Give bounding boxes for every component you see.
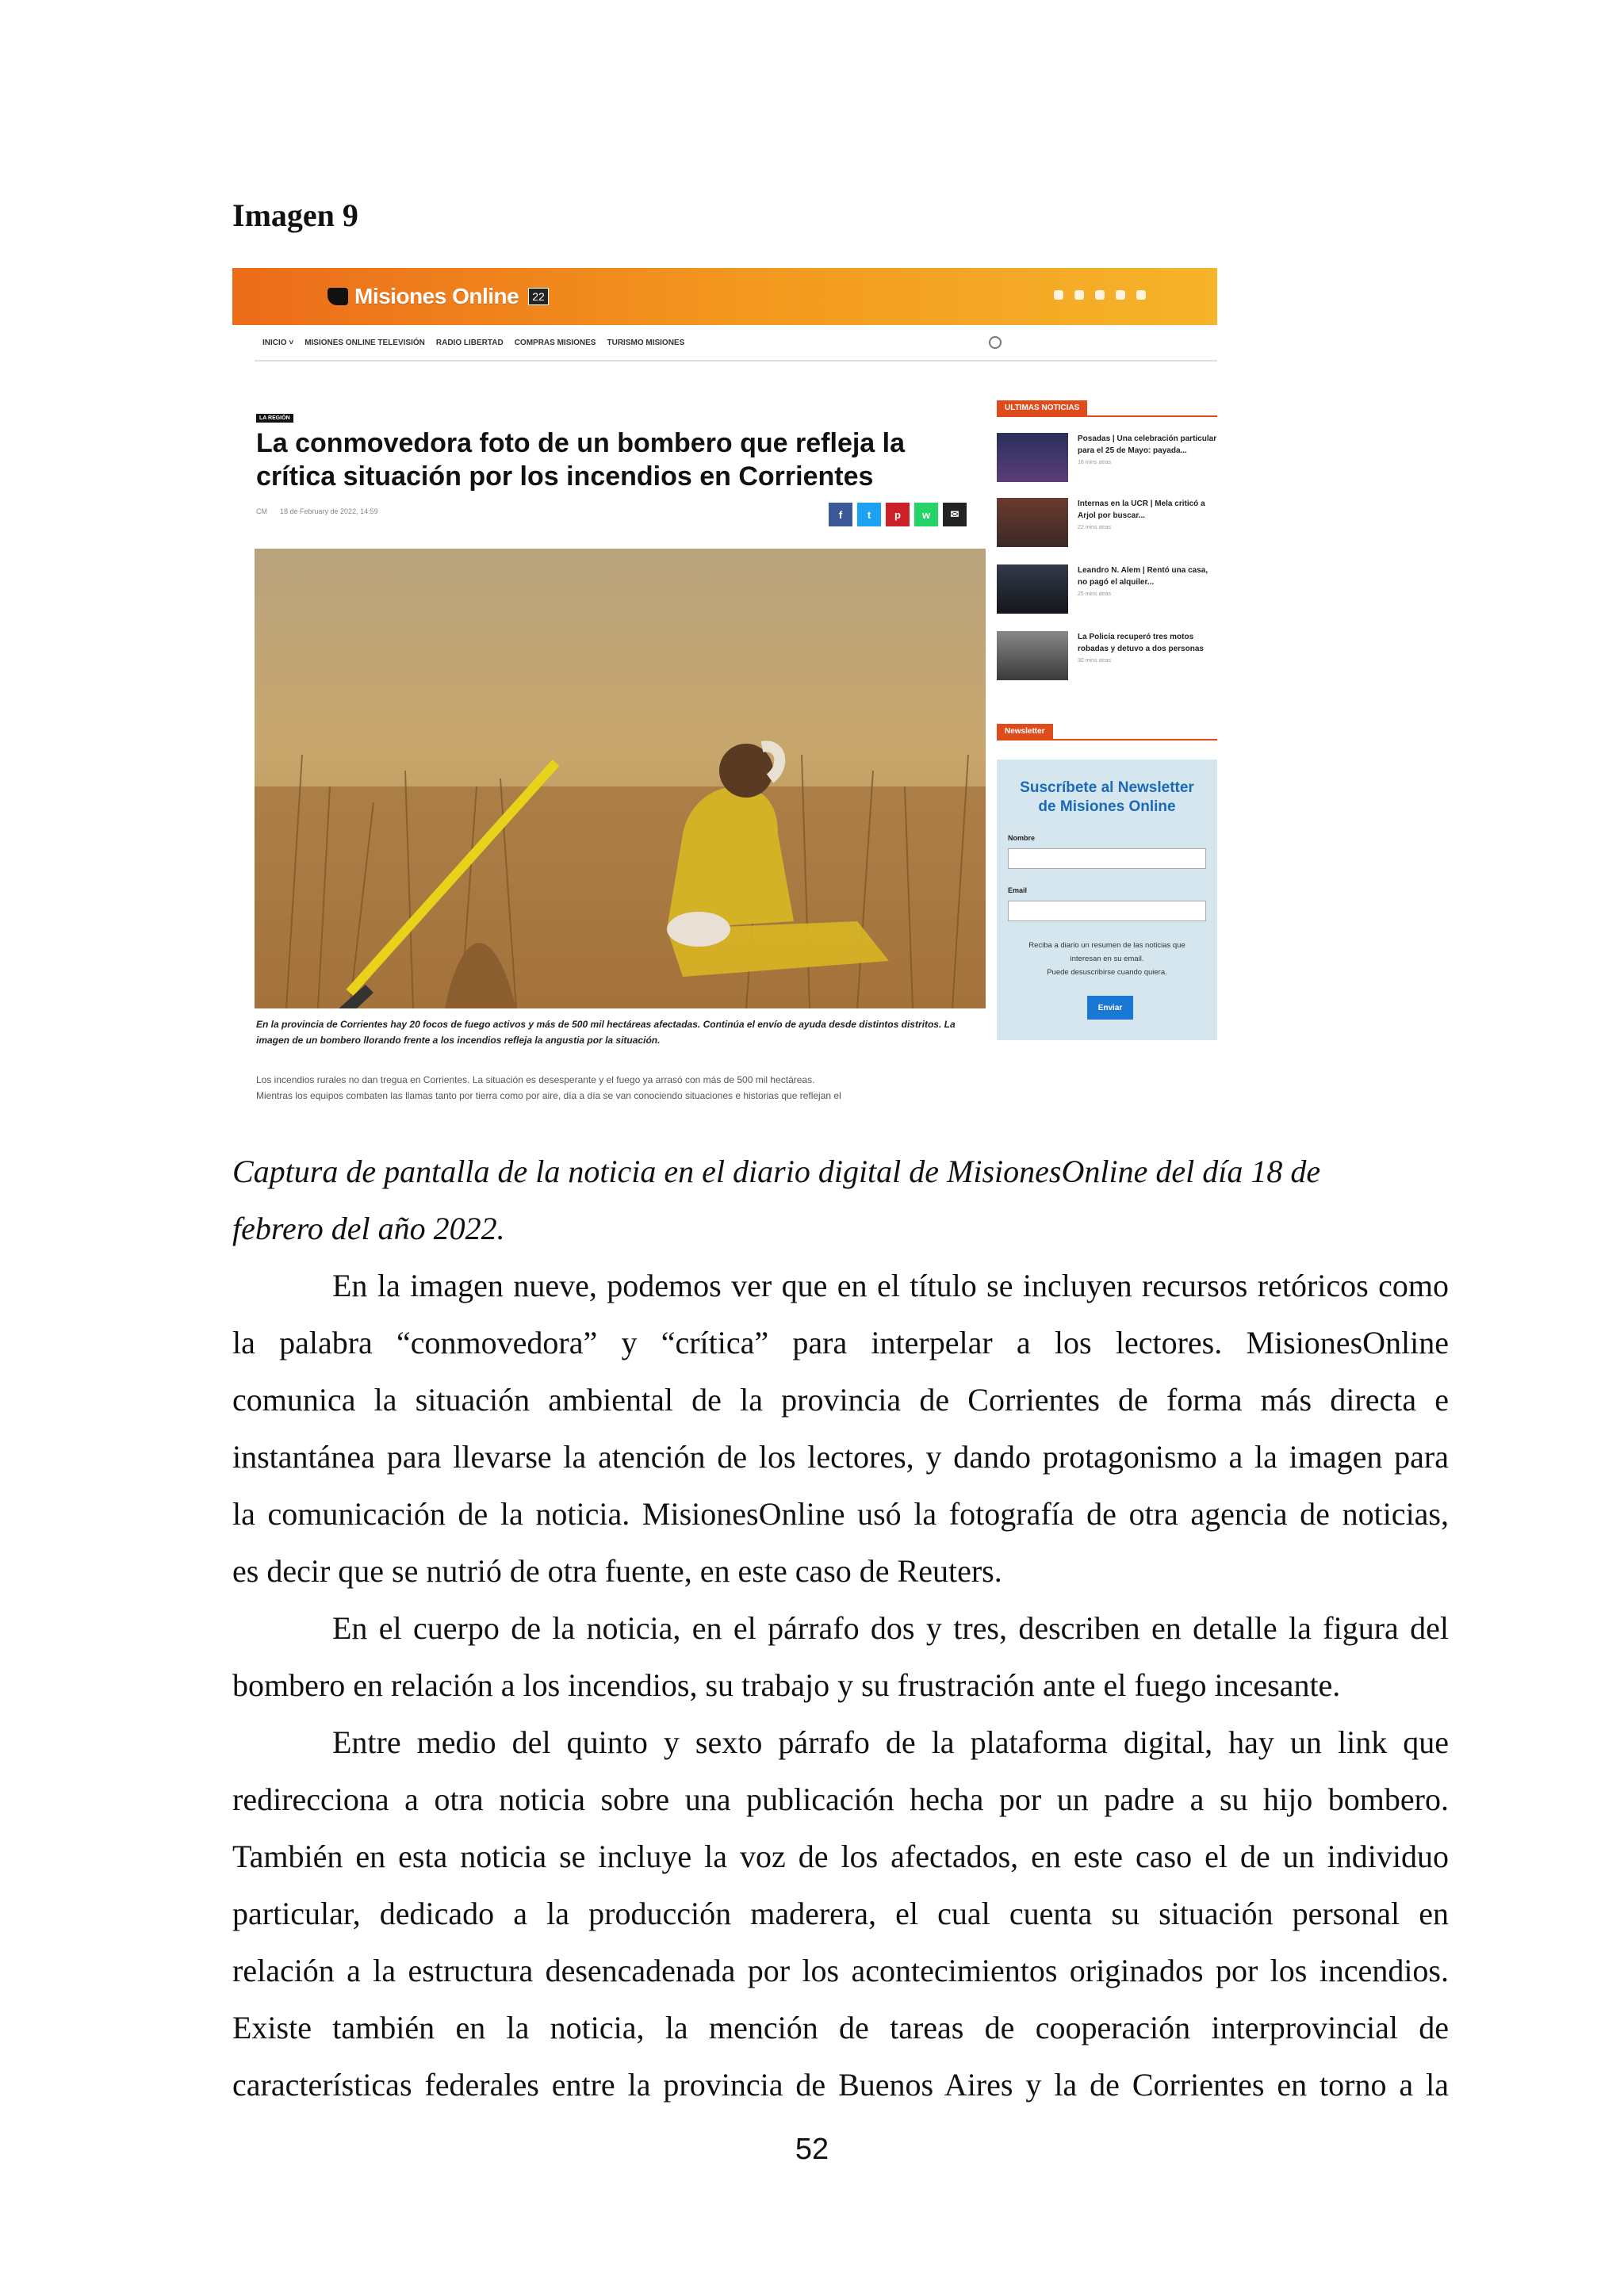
text-line: es decir que se nutrió de otra fuente, en este caso de Reuters.: [232, 1553, 1002, 1589]
section-tag[interactable]: LA REGIÓN: [256, 414, 293, 423]
email-field[interactable]: [1008, 901, 1206, 921]
caption-line: febrero del año 2022.: [232, 1211, 505, 1246]
news-title[interactable]: La Policía recuperó tres motos robadas y detuvo a dos personas: [1078, 633, 1204, 653]
headline-line: crítica situación por los incendios en Corrientes: [256, 461, 874, 492]
share-buttons: [829, 503, 967, 526]
name-label: Nombre: [1008, 834, 1036, 842]
newsletter-note: [1008, 939, 1206, 979]
latest-news-label: ULTIMAS NOTICIAS: [997, 400, 1087, 415]
photo-caption: En la provincia de Corrientes hay 20 focos de fuego activos y más de 500 mil hectáreas afectadas. Continúa el envío de ayuda desde distintos distritos. La imagen de un bombero llorando frente a los incendios refleja la angustia por la situación.: [256, 1019, 956, 1046]
note-line: interesan en su email.: [1070, 955, 1144, 963]
news-screenshot: [232, 268, 1217, 1110]
news-item[interactable]: [997, 631, 1217, 687]
text-line: instantánea para llevarse la atención de los lectores, y dando protagonismo a la imagen para: [232, 1439, 1449, 1475]
latest-news-heading: [997, 400, 1217, 417]
text-line: la palabra “conmovedora” y “crítica” para interpelar a los lectores. MisionesOnline: [232, 1325, 1449, 1360]
news-time: 25 mins atras: [1078, 591, 1112, 597]
article-body: [256, 1072, 986, 1104]
share-email-icon[interactable]: ✉: [943, 503, 967, 526]
article-photo: [255, 549, 986, 1008]
news-title[interactable]: Posadas | Una celebración particular para el 25 de Mayo: payada...: [1078, 434, 1217, 455]
youtube-icon[interactable]: [1095, 290, 1105, 300]
nav-item[interactable]: INICIO ˅: [262, 338, 294, 347]
twitter-icon[interactable]: [1136, 290, 1146, 300]
search-icon[interactable]: [989, 336, 1002, 349]
date: 18 de February de 2022, 14:59: [280, 507, 378, 515]
site-logo: [327, 282, 549, 311]
instagram-icon[interactable]: [1054, 290, 1063, 300]
text-line: bombero en relación a los incendios, su trabajo y su frustración ante el fuego incesante.: [232, 1667, 1341, 1703]
email-label: Email: [1008, 886, 1028, 894]
news-item[interactable]: [997, 433, 1217, 488]
share-pinterest-icon[interactable]: p: [886, 503, 910, 526]
newsletter-form: [997, 760, 1217, 1040]
body-line: Mientras los equipos combaten las llamas tanto por tierra como por aire, día a día se van conociendo situaciones e historias que reflejan el: [256, 1090, 841, 1101]
newsletter-title: [997, 779, 1217, 817]
news-thumbnail[interactable]: [997, 498, 1068, 547]
site-name: Misiones Online: [354, 284, 519, 308]
firefighter-photo: [255, 549, 986, 1008]
text-line: También en esta noticia se incluye la voz de los afectados, en este caso el de un individuo: [232, 1839, 1449, 1874]
name-field[interactable]: [1008, 848, 1206, 869]
newsletter-title-line: Suscríbete al Newsletter: [1020, 779, 1194, 796]
whatsapp-icon[interactable]: [1116, 290, 1125, 300]
news-title[interactable]: Leandro N. Alem | Rentó una casa, no pagó el alquiler...: [1078, 566, 1208, 587]
news-time: 16 mins atras: [1078, 460, 1112, 465]
figure-label: Imagen 9: [232, 197, 358, 233]
site-nav: [255, 325, 1217, 362]
text-line: relación a la estructura desencadenada por los acontecimientos originados por los incendios.: [232, 1953, 1449, 1988]
news-thumbnail[interactable]: [997, 564, 1068, 614]
nav-item[interactable]: MISIONES ONLINE TELEVISIÓN: [304, 338, 425, 347]
newsletter-title-line: de Misiones Online: [1038, 798, 1176, 815]
note-line: Puede desuscribirse cuando quiera.: [1047, 968, 1167, 977]
article-byline: [256, 507, 378, 515]
note-line: Reciba a diario un resumen de las noticias que: [1028, 941, 1185, 950]
news-item[interactable]: [997, 564, 1217, 620]
text-line: comunica la situación ambiental de la provincia de Corrientes de forma más directa e: [232, 1382, 1449, 1418]
newsletter-label: Newsletter: [997, 724, 1053, 739]
logo-icon: [327, 288, 348, 305]
news-time: 22 mins atras: [1078, 525, 1112, 530]
headline-line: La conmovedora foto de un bombero que refleja la: [256, 428, 906, 458]
facebook-icon[interactable]: [1074, 290, 1084, 300]
share-facebook-icon[interactable]: f: [829, 503, 852, 526]
news-thumbnail[interactable]: [997, 433, 1068, 482]
text-line: particular, dedicado a la producción maderera, el cual cuenta su situación personal en: [232, 1896, 1449, 1931]
nav-item[interactable]: RADIO LIBERTAD: [435, 338, 504, 347]
article-headline: [256, 427, 954, 493]
text-line: redirecciona a otra noticia sobre una publicación hecha por un padre a su hijo bombero.: [232, 1781, 1449, 1817]
figure-caption: [232, 1143, 1438, 1257]
social-icons: [1054, 290, 1146, 300]
paragraph-3: [232, 1714, 1449, 2114]
text-line: En la imagen nueve, podemos ver que en el título se incluyen recursos retóricos como: [332, 1268, 1449, 1303]
body-line: Los incendios rurales no dan tregua en Corrientes. La situación es desesperante y el fuego ya arrasó con más de 500 mil hectáreas.: [256, 1074, 815, 1085]
text-line: características federales entre la provincia de Buenos Aires y la de Corrientes en torno a la: [232, 2067, 1449, 2103]
page-number: 52: [795, 2133, 829, 2166]
news-title[interactable]: Internas en la UCR | Mela criticó a Arjol por buscar...: [1078, 499, 1205, 520]
nav-item[interactable]: COMPRAS MISIONES: [514, 338, 596, 347]
news-item[interactable]: [997, 498, 1217, 553]
share-whatsapp-icon[interactable]: w: [914, 503, 938, 526]
text-line: Entre medio del quinto y sexto párrafo de la plataforma digital, hay un link que: [332, 1724, 1449, 1760]
author[interactable]: CM: [256, 507, 267, 515]
text-line: Existe también en la noticia, la mención de tareas de cooperación interprovincial de: [232, 2010, 1449, 2045]
site-header: [232, 268, 1217, 325]
site-badge: 22: [528, 288, 549, 305]
news-time: 30 mins atras: [1078, 658, 1112, 664]
newsletter-heading: [997, 723, 1217, 740]
paragraph-1: [232, 1257, 1449, 1600]
paragraph-2: [232, 1600, 1449, 1714]
caption-line: Captura de pantalla de la noticia en el diario digital de MisionesOnline del día 18 de: [232, 1154, 1321, 1189]
subscribe-button[interactable]: Enviar: [1087, 996, 1133, 1020]
text-line: En el cuerpo de la noticia, en el párrafo dos y tres, describen en detalle la figura del: [332, 1610, 1449, 1646]
news-thumbnail[interactable]: [997, 631, 1068, 680]
nav-item[interactable]: TURISMO MISIONES: [607, 338, 685, 347]
text-line: la comunicación de la noticia. MisionesOnline usó la fotografía de otra agencia de noticias,: [232, 1496, 1449, 1532]
share-twitter-icon[interactable]: t: [857, 503, 881, 526]
